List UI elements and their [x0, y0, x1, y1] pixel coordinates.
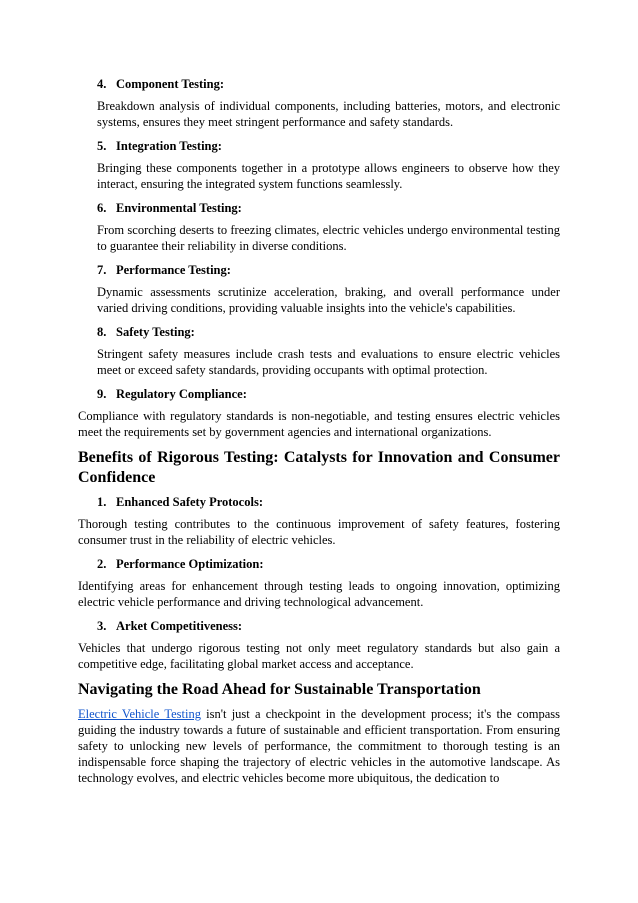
- road-ahead-text: isn't just a checkpoint in the development process; it's the compass guiding the industry towards a future of sustainable and efficient transportation. From ensuring safety to unlocking new levels of performance, the commitment to thorough testing is an indispensable force shaping the trajectory of electric vehicles in the automotive landscape. As technology evolves, and electric vehicles become more ubiquitous, the dedication to: [78, 707, 560, 785]
- item-heading-performance-testing: [97, 262, 560, 278]
- item-number: 8.: [97, 325, 107, 339]
- item-title: Performance Testing:: [116, 263, 231, 277]
- item-number: 1.: [97, 495, 107, 509]
- item-heading-environmental-testing: [97, 200, 560, 216]
- item-heading-market-competitiveness: [97, 618, 560, 634]
- item-text-performance-testing: Dynamic assessments scrutinize acceleration, braking, and overall performance under varied driving conditions, providing valuable insights into the vehicle's capabilities.: [97, 285, 560, 315]
- item-title: Enhanced Safety Protocols:: [116, 495, 263, 509]
- section-heading-benefits: Benefits of Rigorous Testing: Catalysts for Innovation and Consumer Confidence: [78, 449, 560, 486]
- electric-vehicle-testing-link[interactable]: Electric Vehicle Testing: [78, 707, 201, 721]
- item-heading-performance-optimization: [97, 556, 560, 572]
- item-heading-integration-testing: [97, 138, 560, 154]
- item-text-performance-optimization: Identifying areas for enhancement through testing leads to ongoing innovation, optimizing electric vehicle performance and driving technological advancement.: [78, 579, 560, 609]
- item-text-integration-testing: Bringing these components together in a prototype allows engineers to observe how they interact, ensuring the integrated system functions seamlessly.: [97, 161, 560, 191]
- item-number: 4.: [97, 77, 107, 91]
- item-number: 5.: [97, 139, 107, 153]
- item-text-enhanced-safety: Thorough testing contributes to the continuous improvement of safety features, fostering consumer trust in the reliability of electric vehicles.: [78, 517, 560, 547]
- item-title: Performance Optimization:: [116, 557, 264, 571]
- item-number: 6.: [97, 201, 107, 215]
- document-page: [78, 70, 560, 794]
- item-text-component-testing: Breakdown analysis of individual components, including batteries, motors, and electronic systems, ensures they meet stringent performance and safety standards.: [97, 99, 560, 129]
- item-title: Component Testing:: [116, 77, 225, 91]
- item-title: Arket Competitiveness:: [116, 619, 243, 633]
- item-title: Safety Testing:: [116, 325, 195, 339]
- section-heading-road-ahead: Navigating the Road Ahead for Sustainable Transportation: [78, 681, 481, 698]
- item-heading-regulatory-compliance: [97, 386, 560, 402]
- item-number: 3.: [97, 619, 107, 633]
- item-text-safety-testing: Stringent safety measures include crash tests and evaluations to ensure electric vehicles meet or exceed safety standards, providing occupants with optimal protection.: [97, 347, 560, 377]
- item-number: 2.: [97, 557, 107, 571]
- item-heading-enhanced-safety: [97, 494, 560, 510]
- item-number: 7.: [97, 263, 107, 277]
- item-heading-component-testing: [97, 76, 560, 92]
- item-text-market-competitiveness: Vehicles that undergo rigorous testing not only meet regulatory standards but also gain a competitive edge, facilitating global market access and acceptance.: [78, 641, 560, 671]
- item-text-environmental-testing: From scorching deserts to freezing climates, electric vehicles undergo environmental testing to guarantee their reliability in diverse conditions.: [97, 223, 560, 253]
- road-ahead-paragraph: [78, 706, 560, 786]
- item-title: Environmental Testing:: [116, 201, 242, 215]
- item-heading-safety-testing: [97, 324, 560, 340]
- item-text-regulatory-compliance: Compliance with regulatory standards is non-negotiable, and testing ensures electric vehicles meet the requirements set by government agencies and international organizations.: [78, 409, 560, 439]
- item-number: 9.: [97, 387, 107, 401]
- item-title: Regulatory Compliance:: [116, 387, 247, 401]
- item-title: Integration Testing:: [116, 139, 222, 153]
